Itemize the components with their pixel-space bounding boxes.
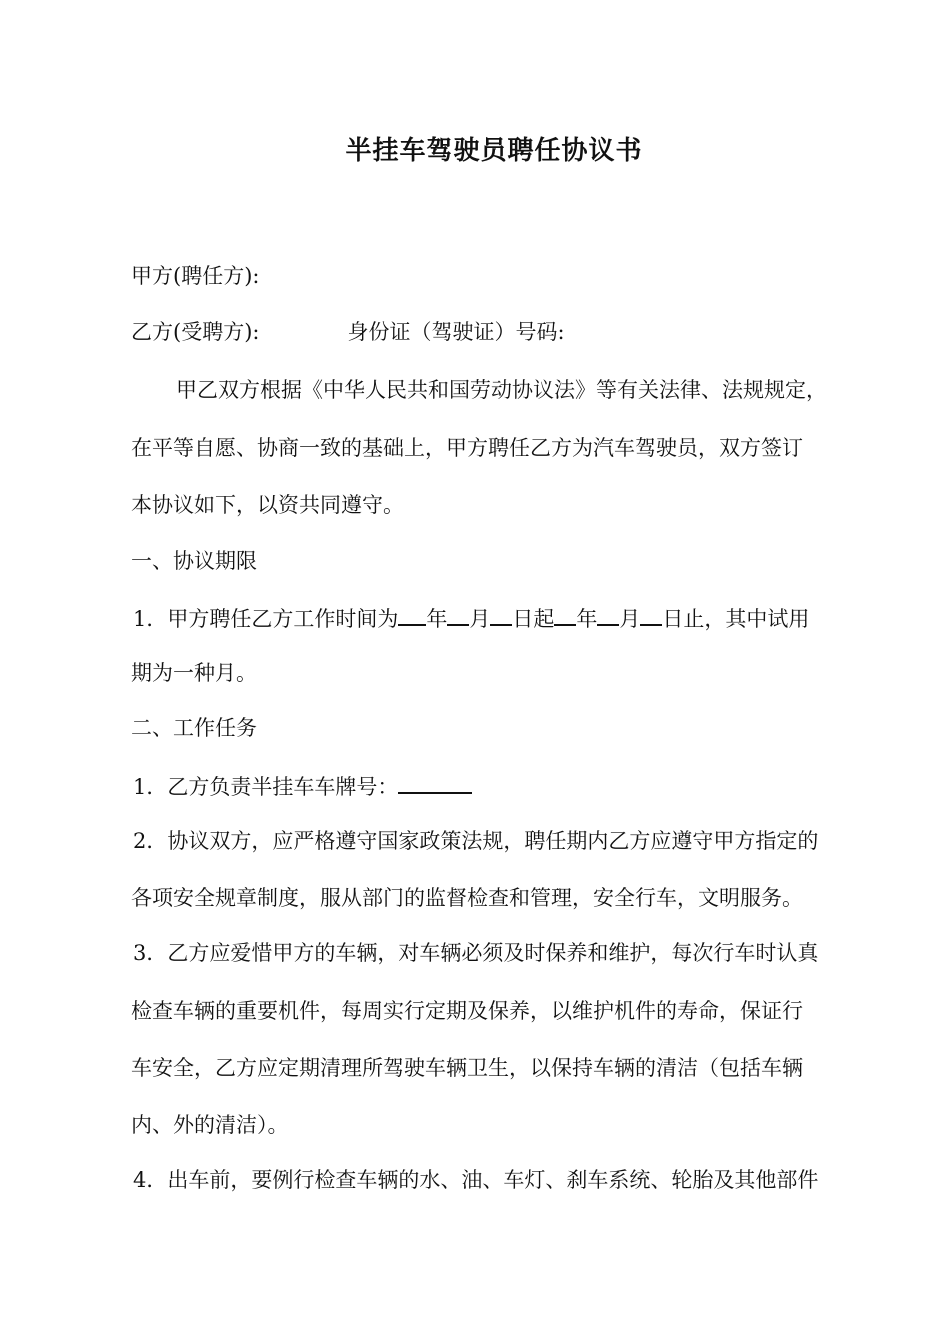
party-a-label: 甲方(聘任方): — [131, 264, 260, 288]
start-year-blank — [398, 602, 426, 626]
end-day-label: 日止，其中试用 — [662, 607, 810, 631]
end-year-blank — [554, 602, 576, 626]
end-day-blank — [640, 602, 662, 626]
preamble-line-2: 在平等自愿、协商一致的基础上，甲方聘任乙方为汽车驾驶员，双方签订 — [131, 436, 803, 460]
section-2-item-1 — [133, 770, 472, 801]
term-prefix: 1．甲方聘任乙方工作时间为 — [133, 607, 399, 631]
document-title: 半挂车驾驶员聘任协议书 — [345, 136, 643, 166]
plate-number-label: 1．乙方负责半挂车车牌号： — [133, 775, 399, 799]
start-year-label: 年 — [426, 607, 448, 631]
start-month-label: 月 — [469, 607, 491, 631]
end-month-label: 月 — [619, 607, 641, 631]
party-a-line — [131, 262, 259, 290]
preamble-line-1: 甲乙双方根据《中华人民共和国劳动协议法》等有关法律、法规规定， — [176, 378, 827, 402]
section-1-heading: 一、协议期限 — [131, 549, 257, 573]
section-2-item-2-line-1: 2．协议双方，应严格遵守国家政策法规，聘任期内乙方应遵守甲方指定的 — [133, 829, 819, 853]
section-1-item-1 — [133, 602, 809, 633]
section-2-item-2-line-2: 各项安全规章制度，服从部门的监督检查和管理，安全行车，文明服务。 — [131, 886, 803, 910]
section-2-item-3-line-3: 车安全，乙方应定期清理所驾驶车辆卫生，以保持车辆的清洁（包括车辆 — [131, 1056, 803, 1080]
section-2-heading: 二、工作任务 — [131, 716, 257, 740]
preamble-line-3: 本协议如下，以资共同遵守。 — [131, 493, 404, 517]
party-b-line — [131, 318, 565, 346]
end-year-label: 年 — [576, 607, 598, 631]
start-day-blank — [490, 602, 512, 626]
party-b-label: 乙方(受聘方): — [131, 320, 260, 344]
plate-number-blank — [398, 770, 472, 794]
id-number-label: 身份证（驾驶证）号码: — [347, 320, 565, 344]
section-2-item-4-line-1: 4．出车前，要例行检查车辆的水、油、车灯、刹车系统、轮胎及其他部件 — [133, 1168, 819, 1192]
end-month-blank — [597, 602, 619, 626]
section-1-item-1-line-2: 期为一种月。 — [131, 661, 257, 685]
section-2-item-3-line-4: 内、外的清洁）。 — [131, 1113, 289, 1137]
start-day-label: 日起 — [512, 607, 555, 631]
section-2-item-3-line-1: 3．乙方应爱惜甲方的车辆，对车辆必须及时保养和维护，每次行车时认真 — [133, 941, 819, 965]
section-2-item-3-line-2: 检查车辆的重要机件，每周实行定期及保养，以维护机件的寿命，保证行 — [131, 999, 803, 1023]
start-month-blank — [447, 602, 469, 626]
